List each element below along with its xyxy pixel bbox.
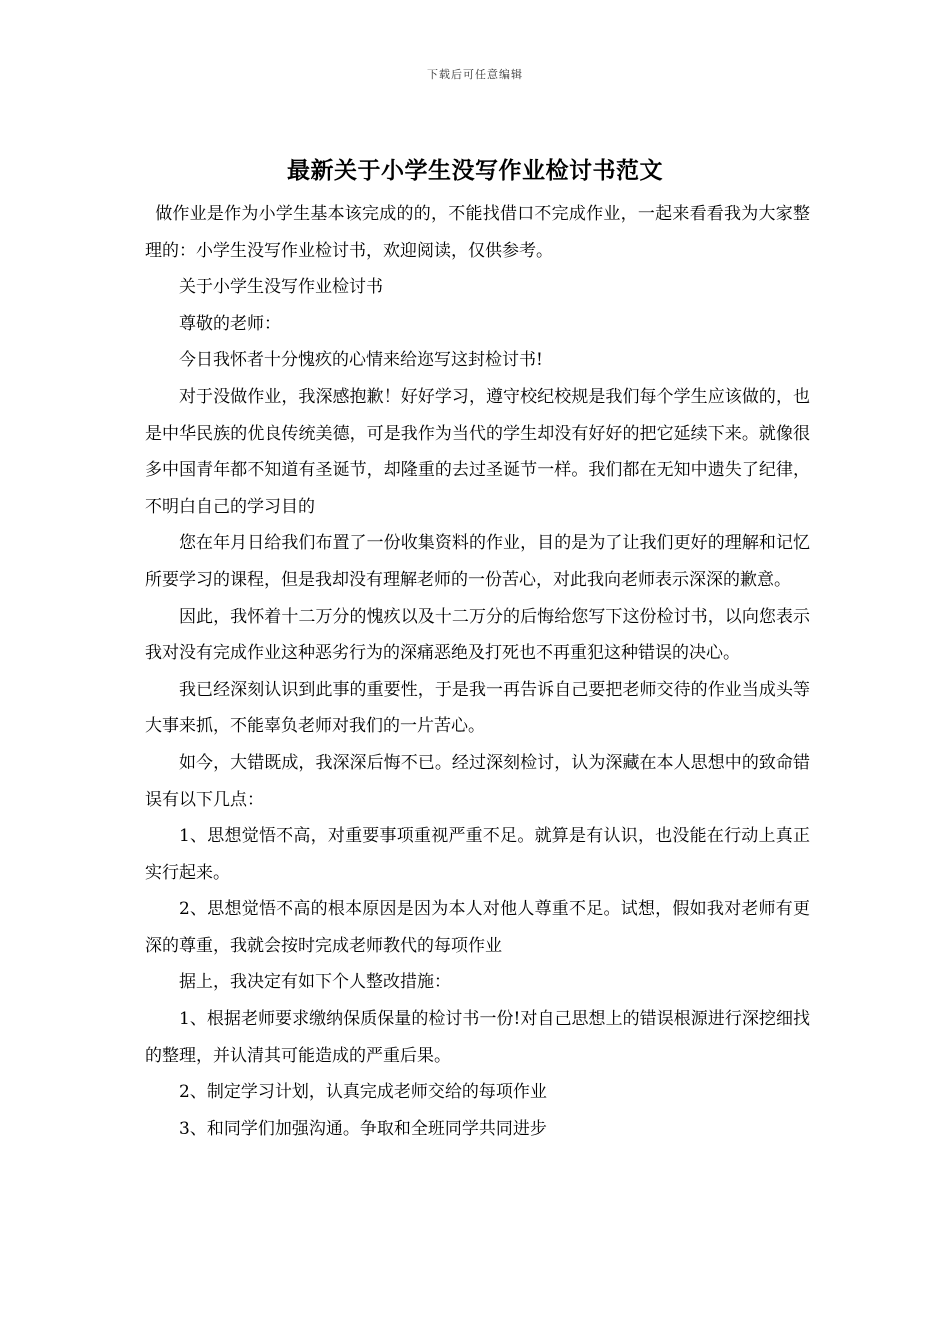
body-paragraph: 据上，我决定有如下个人整改措施： [179, 972, 451, 993]
body-paragraph: 今日我怀者十分愧疚的心情来给迩写这封检讨书! [179, 350, 543, 371]
header-note: 下载后可任意编辑 [427, 68, 523, 81]
body-paragraph: 对于没做作业，我深感抱歉！好好学习，遵守校纪校规是我们每个学生应该做的，也是中华民族的优良传统美德，可是我作为当代的学生却没有好好的把它延续下来。就像很多中国青年都不知道有圣诞节，却隆重的去过圣诞节一样。我们都在无知中遗失了纪律，不明白自己的学习目的 [145, 386, 810, 517]
document-body [145, 196, 810, 1147]
subtitle-line: 关于小学生没写作业检讨书 [179, 277, 383, 298]
salutation: 尊敬的老师： [179, 313, 281, 334]
document-title: 最新关于小学生没写作业检讨书范文 [287, 157, 663, 184]
body-paragraph: 我已经深刻认识到此事的重要性，于是我一再告诉自己要把老师交待的作业当成头等大事来抓，不能辜负老师对我们的一片苦心。 [145, 679, 810, 737]
list-item: 2、思想觉悟不高的根本原因是因为本人对他人尊重不足。试想，假如我对老师有更深的尊重，我就会按时完成老师教代的每项作业 [145, 899, 810, 956]
list-item: 2、制定学习计划，认真完成老师交给的每项作业 [179, 1082, 547, 1103]
intro-paragraph: 做作业是作为小学生基本该完成的的，不能找借口不完成作业，一起来看看我为大家整理的：小学生没写作业检讨书，欢迎阅读，仅供参考。 [145, 204, 810, 261]
list-item: 1、思想觉悟不高，对重要事项重视严重不足。就算是有认识，也没能在行动上真正实行起来。 [145, 826, 810, 883]
list-item: 1、根据老师要求缴纳保质保量的检讨书一份!对自己思想上的错误根源进行深挖细找的整理，并认清其可能造成的严重后果。 [145, 1009, 810, 1066]
body-paragraph: 您在年月日给我们布置了一份收集资料的作业，目的是为了让我们更好的理解和记忆所要学习的课程，但是我却没有理解老师的一份苦心，对此我向老师表示深深的歉意。 [145, 533, 810, 590]
list-item: 3、和同学们加强沟通。争取和全班同学共同进步 [179, 1118, 547, 1139]
body-paragraph: 如今，大错既成，我深深后悔不已。经过深刻检讨，认为深藏在本人思想中的致命错误有以下几点： [145, 752, 810, 810]
body-paragraph: 因此，我怀着十二万分的愧疚以及十二万分的后悔给您写下这份检讨书，以向您表示我对没有完成作业这种恶劣行为的深痛恶绝及打死也不再重犯这种错误的决心。 [145, 606, 810, 664]
